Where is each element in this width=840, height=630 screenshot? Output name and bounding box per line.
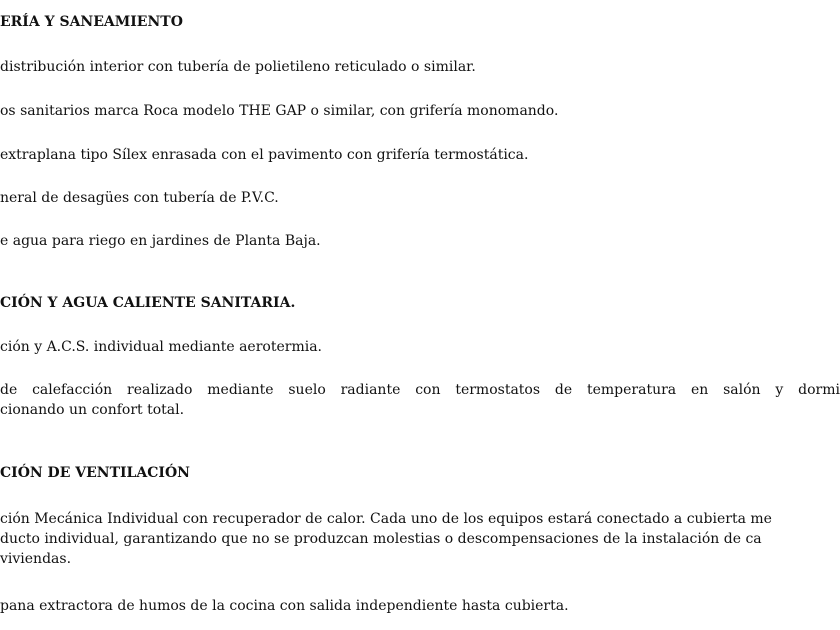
paragraph-ventilacion-mecanica [0,509,840,569]
section-heading-calefaccion: CIÓN Y AGUA CALIENTE SANITARIA. [0,295,296,311]
paragraph-campana-extractora: pana extractora de humos de la cocina con salida independiente hasta cubierta. [0,598,569,614]
paragraph-suelo-radiante [0,380,840,420]
paragraph-ducha-extraplana: extraplana tipo Sílex enrasada con el pavimento con grifería termostática. [0,147,529,163]
paragraph-aparatos-sanitarios: os sanitarios marca Roca modelo THE GAP o similar, con grifería monomando. [0,103,559,119]
paragraph-line: ción Mecánica Individual con recuperador de calor. Cada uno de los equipos estará conectado a cubierta me [0,511,772,527]
paragraph-distribucion: distribución interior con tubería de polietileno reticulado o similar. [0,59,476,75]
paragraph-aerotermia: ción y A.C.S. individual mediante aerotermia. [0,339,322,355]
paragraph-line: cionando un confort total. [0,402,185,418]
paragraph-desagues: neral de desagües con tubería de P.V.C. [0,190,279,206]
paragraph-line: viviendas. [0,551,72,567]
paragraph-line: de calefacción realizado mediante suelo radiante con termostatos de temperatura en salón y dormi [0,382,840,398]
section-heading-fontaneria: ERÍA Y SANEAMIENTO [0,14,183,30]
section-heading-ventilacion: CIÓN DE VENTILACIÓN [0,465,190,481]
paragraph-line: ducto individual, garantizando que no se produzcan molestias o descompensaciones de la instalación de ca [0,531,762,547]
paragraph-riego: e agua para riego en jardines de Planta Baja. [0,233,321,249]
